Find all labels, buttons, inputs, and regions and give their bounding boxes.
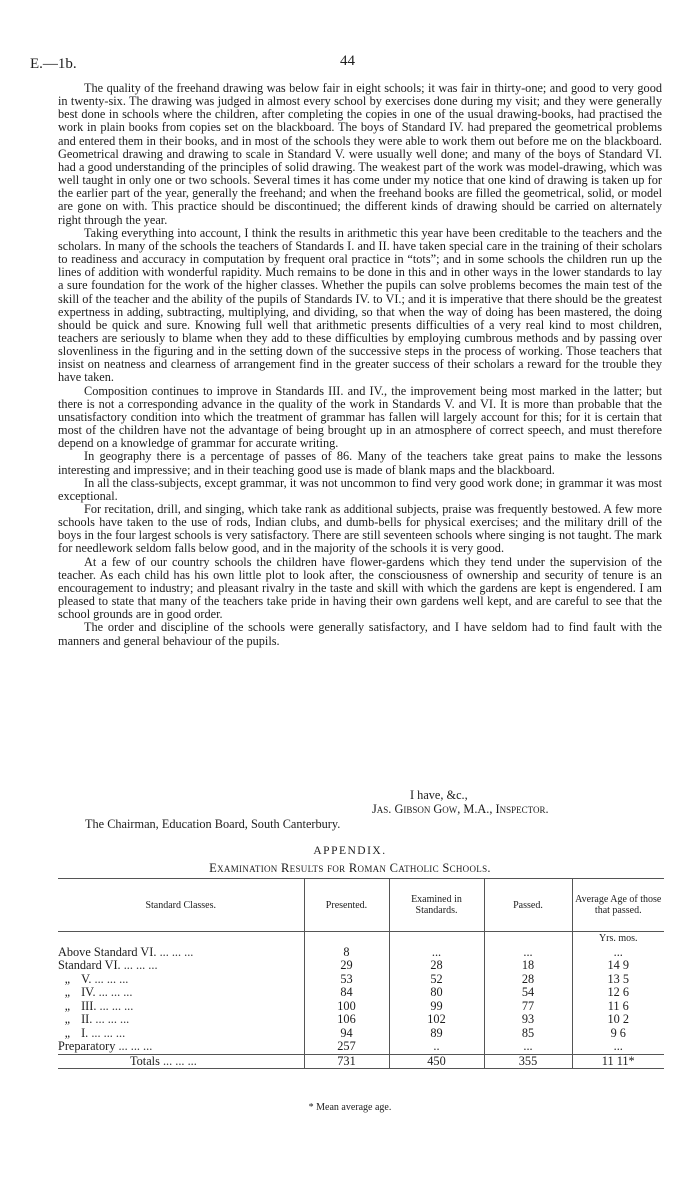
row-label-cell [58, 1000, 304, 1014]
paragraph-recitation: For recitation, drill, and singing, which take rank as additional subjects, praise was frequently bestowed. A few more schools have taken to the use of rods, Indian clubs, and dumb-bells for physical exercises; and the military drill of the boys in the four largest schools is very satisfactory. There are still seventeen schools where singing is not taught. The mark for needlework seldom falls below good, and in the majority of the schools it is very good. [58, 502, 662, 556]
signature: Jas. Gibson Gow, M.A., Inspector. [372, 802, 549, 816]
cell-examined: 52 [389, 973, 484, 987]
totals-passed: 355 [484, 1054, 572, 1069]
col-presented: Presented. [304, 879, 389, 932]
paragraph-drawing: The quality of the freehand drawing was below fair in eight schools; it was fair in thirty-one; and good to very good in twenty-six. The drawing was judged in almost every school by exercises done during my visit; and they were generally best done in schools where the children, after completing the copies in one of the usual drawing-books, had practised the work in plain books from copies set on the blackboard. The boys of Standard IV. had prepared the geometrical problems and entered them in their books, and in most of the schools they were able to work them out before me on the blackboard. Geometrical drawing and drawing to scale in Standard V. were usually well done; and many of the boys of Standard VI. had a good understanding of the principles of solid drawing. The weakest part of the work was model-drawing, which was well taught in only one or two schools. Several times it has come under my notice that one kind of drawing is taken up for the earlier part of the year, generally the freehand; and when the freehand books are filled the geometrical, solid, or model are gone on with. This practice should be discontinued; the different kinds of drawing should be carried on alternately right through the year. [58, 81, 662, 227]
cell-age: ... [572, 1040, 664, 1054]
cell-age: 13 5 [572, 973, 664, 987]
cell-passed: 54 [484, 986, 572, 1000]
row-label-cell [58, 1013, 304, 1027]
row-label-cell [58, 1027, 304, 1041]
table-row [58, 1000, 664, 1014]
table-header-row [58, 879, 664, 932]
row-label: IV. [81, 985, 96, 999]
leader-dots: ... ... ... [99, 998, 134, 1013]
results-table [58, 878, 664, 1069]
leader-dots: ... ... ... [98, 985, 133, 999]
row-label-cell [58, 959, 304, 973]
table-row [58, 973, 664, 987]
col-passed: Passed. [484, 879, 572, 932]
cell-passed: 77 [484, 1000, 572, 1014]
totals-row [58, 1054, 664, 1069]
cell-presented: 106 [304, 1013, 389, 1027]
cell-passed: ... [484, 1040, 572, 1054]
cell-age: ... [572, 946, 664, 960]
report-body [58, 82, 662, 648]
salutation: I have, &c., [410, 788, 468, 802]
row-label-cell [58, 1040, 304, 1054]
cell-presented: 84 [304, 986, 389, 1000]
cell-age: 11 6 [572, 1000, 664, 1014]
age-units: Yrs. mos. [572, 932, 664, 946]
table-row [58, 946, 664, 960]
cell-examined: .. [389, 1040, 484, 1054]
ditto-mark: „ [64, 1025, 72, 1040]
row-label: III. [81, 998, 97, 1013]
row-label-cell [58, 946, 304, 960]
paragraph-geography: In geography there is a percentage of passes of 86. Many of the teachers take great pains to make the lessons interesting and impressive; and in their teaching good use is made of blank maps and the blackboard. [58, 449, 662, 477]
cell-presented: 257 [304, 1040, 389, 1054]
appendix-title: APPENDIX. [313, 845, 387, 857]
cell-age: 9 6 [572, 1027, 664, 1041]
row-label: I. [81, 1025, 89, 1040]
cell-examined: 28 [389, 959, 484, 973]
table-row [58, 1013, 664, 1027]
addressee: The Chairman, Education Board, South Canterbury. [85, 817, 341, 831]
totals-label: Totals [130, 1053, 160, 1068]
cell-examined: 80 [389, 986, 484, 1000]
table-row [58, 986, 664, 1000]
row-label: II. [81, 1012, 93, 1026]
ditto-mark: „ [64, 971, 72, 986]
units-row [58, 932, 664, 946]
cell-passed: ... [484, 946, 572, 960]
row-label-cell [58, 973, 304, 987]
leader-dots: ... ... ... [94, 971, 129, 986]
cell-examined: 102 [389, 1013, 484, 1027]
leader-dots: ... ... ... [159, 944, 194, 959]
leader-dots: ... ... ... [123, 958, 158, 972]
totals-label-cell [58, 1054, 304, 1069]
cell-age: 14 9 [572, 959, 664, 973]
table-row [58, 1027, 664, 1041]
cell-age: 12 6 [572, 986, 664, 1000]
page-number: 44 [340, 53, 355, 69]
col-standard-classes: Standard Classes. [145, 899, 217, 911]
paragraph-gardens: At a few of our country schools the children have flower-gardens which they tend under the supervision of the teacher. As each child has his own little plot to look after, the consciousness of ownership and security of tenure is an encouragement to industry; and pleasant rivalry in the taste and skill with which the gardens are kept is engendered. I am pleased to state that many of the teachers take pride in having their own gardens well kept, and are careful to see that the school grounds are in good order. [58, 554, 662, 622]
table-row [58, 1040, 664, 1054]
paragraph-composition: Composition continues to improve in Standards III. and IV., the improvement being most marked in the latter; but there is not a corresponding advance in the quality of the work in Standards V. and VI. It is more than probable that the unsatisfactory condition into which the treatment of grammar has fallen will largely account for this; for it is certain that most of the children have not the advantage of being brought up in an atmosphere of correct speech, and must therefore depend on a knowledge of grammar for accurate writing. [58, 383, 662, 451]
paragraph-class-subjects: In all the class-subjects, except grammar, it was not uncommon to find very good work done; in grammar it was most exceptional. [58, 475, 663, 503]
cell-examined: 99 [389, 1000, 484, 1014]
cell-presented: 29 [304, 959, 389, 973]
cell-passed: 85 [484, 1027, 572, 1041]
appendix-subtitle: Examination Results for Roman Catholic Schools. [209, 861, 491, 875]
document-reference: E.—1b. [30, 56, 77, 72]
row-label: Preparatory [58, 1039, 116, 1053]
row-label: Standard VI. [58, 958, 121, 972]
ditto-mark: „ [64, 1012, 72, 1026]
ditto-mark: „ [64, 985, 72, 999]
row-label: V. [81, 971, 92, 986]
cell-presented: 8 [304, 946, 389, 960]
cell-passed: 93 [484, 1013, 572, 1027]
totals-presented: 731 [304, 1054, 389, 1069]
leader-dots: ... ... ... [162, 1053, 197, 1068]
cell-passed: 18 [484, 959, 572, 973]
totals-age: 11 11* [572, 1054, 664, 1069]
col-examined: Examined in Standards. [389, 879, 484, 932]
paragraph-discipline: The order and discipline of the schools were generally satisfactory, and I have seldom had to find fault with the manners and general behaviour of the pupils. [58, 620, 662, 648]
table-row [58, 959, 664, 973]
leader-dots: ... ... ... [118, 1039, 153, 1053]
footnote: * Mean average age. [308, 1102, 392, 1113]
row-label-cell [58, 986, 304, 1000]
leader-dots: ... ... ... [91, 1025, 126, 1040]
cell-examined: 89 [389, 1027, 484, 1041]
paragraph-arithmetic: Taking everything into account, I think the results in arithmetic this year have been creditable to the teachers and the scholars. In many of the schools the teachers of Standards I. and II. have taken special care in the training of their scholars to readiness and accuracy in computation by frequent oral practice in “tots”; and in some schools the children run up the lines of addition with wonderful rapidity. Much remains to be done in this and in other ways in the lower standards to lay a sure foundation for the work of the higher classes. Whether the pupils can solve problems becomes the main test of the skill of the teacher and the ability of the pupils of Standards IV. to VI.; and it is imperative that there should be the greatest expertness in adding, subtracting, multiplying, and dividing, so that when the way of doing has been mastered, the doing should be quick and sure. Knowing full well that arithmetic presents difficulties of a very real kind to most children, teachers are seriously to blame when they add to these difficulties by employing cumbrous methods and by passing over slovenliness in the figuring and in the setting down of the successive steps in the process of working. Those teachers that insist on neatness and clearness of arrangement find in the greater success of their scholars a reward for the trouble they have taken. [58, 225, 662, 385]
cell-examined: ... [389, 946, 484, 960]
ditto-mark: „ [64, 998, 72, 1013]
cell-presented: 94 [304, 1027, 389, 1041]
cell-passed: 28 [484, 973, 572, 987]
leader-dots: ... ... ... [95, 1012, 130, 1026]
cell-presented: 53 [304, 973, 389, 987]
col-average-age: Average Age of those that passed. [572, 879, 664, 932]
row-label: Above Standard VI. [58, 944, 157, 959]
totals-examined: 450 [389, 1054, 484, 1069]
cell-age: 10 2 [572, 1013, 664, 1027]
cell-presented: 100 [304, 1000, 389, 1014]
